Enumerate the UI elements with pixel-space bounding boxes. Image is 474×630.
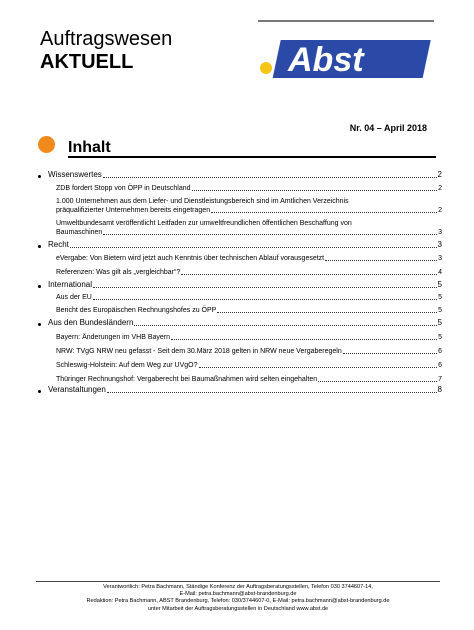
dot-leader xyxy=(70,247,437,248)
page-number: 8 xyxy=(437,385,442,394)
dot-leader xyxy=(199,367,438,368)
toc-section[interactable] xyxy=(48,170,442,180)
dot-leader xyxy=(93,287,437,288)
page-number: 5 xyxy=(437,280,442,289)
dot-leader xyxy=(343,353,437,354)
bullet-icon xyxy=(38,245,41,248)
bullet-icon xyxy=(38,285,41,288)
dot-leader xyxy=(217,312,437,313)
dot-leader xyxy=(318,381,437,382)
page-number: 5 xyxy=(438,294,442,301)
toc-entry-line: Umweltbundesamt veröffentlicht Leitfaden zur umweltfreundlichen öffentlichen Beschaffung von xyxy=(56,220,352,227)
toc-entry-label: präqualifizierter Unternehmen bereits eingetragen xyxy=(56,207,211,214)
dot-leader xyxy=(192,190,438,191)
toc-entry-label: ZDB fordert Stopp von ÖPP in Deutschland xyxy=(56,185,191,192)
toc-entry-label: Aus der EU xyxy=(56,294,92,301)
toc-entry-line: 1.000 Unternehmen aus dem Liefer- und Dienstleistungsbereich sind im Amtlichen Verzeichnis xyxy=(56,198,349,205)
footer xyxy=(36,584,440,613)
dot-leader xyxy=(103,234,437,235)
page-number: 2 xyxy=(438,207,442,214)
toc-entry-label: eVergabe: Von Bietern wird jetzt auch Kenntnis über technischen Ablauf vorausgesetzt xyxy=(56,255,325,262)
toc-entry-label: Schleswig-Holstein: Auf dem Weg zur UVgO? xyxy=(56,362,198,369)
dot-leader xyxy=(134,325,436,326)
toc-section[interactable] xyxy=(48,318,442,328)
dot-leader xyxy=(171,339,437,340)
page-number: 3 xyxy=(438,255,442,262)
toc-entry[interactable] xyxy=(56,206,442,215)
toc-entry[interactable] xyxy=(56,306,442,315)
toc-entry-label: Bericht des Europäischen Rechnungshofes zu ÖPP xyxy=(56,307,217,314)
toc-section[interactable] xyxy=(48,280,442,290)
toc-section-label: Veranstaltungen xyxy=(48,385,106,394)
toc-section-label: Aus den Bundesländern xyxy=(48,318,134,327)
dot-leader xyxy=(93,299,437,300)
toc-entry-label: Referenzen: Was gilt als „vergleichbar“? xyxy=(56,269,181,276)
toc-entry-label: Baumaschinen xyxy=(56,229,103,236)
toc-heading: Inhalt xyxy=(68,139,111,156)
dot-leader xyxy=(103,177,437,178)
page-number: 6 xyxy=(438,348,442,355)
page-number: 7 xyxy=(438,376,442,383)
dot-leader xyxy=(107,392,437,393)
toc-entry[interactable] xyxy=(56,268,442,277)
bullet-icon xyxy=(38,323,41,326)
page-number: 2 xyxy=(438,185,442,192)
logo-text: Abst xyxy=(288,41,364,79)
page-number: 3 xyxy=(438,229,442,236)
page-number: 3 xyxy=(437,240,442,249)
toc-entry-label: Bayern: Änderungen im VHB Bayern xyxy=(56,334,171,341)
toc-entry[interactable] xyxy=(56,333,442,342)
page-number: 4 xyxy=(438,269,442,276)
toc-entry[interactable] xyxy=(56,254,442,263)
footer-line: Verantwortlich: Petra Bachmann, Ständige Konferenz der Auftragsberatungsstellen, Telefon 030 3744607-14, xyxy=(103,584,373,590)
page-number: 2 xyxy=(437,170,442,179)
toc-section[interactable] xyxy=(48,240,442,250)
dot-leader xyxy=(181,274,437,275)
toc-entry[interactable] xyxy=(56,361,442,370)
toc-entry[interactable] xyxy=(56,184,442,193)
newsletter-title: Auftragswesen xyxy=(40,28,173,50)
toc-entry[interactable] xyxy=(56,228,442,237)
page-number: 5 xyxy=(438,334,442,341)
page-number: 5 xyxy=(438,307,442,314)
issue-number: Nr. 04 – April 2018 xyxy=(349,123,427,133)
toc-section-label: Recht xyxy=(48,240,69,249)
toc-entry[interactable] xyxy=(56,347,442,356)
newsletter-subtitle: AKTUELL xyxy=(40,51,134,73)
dot-leader xyxy=(325,260,437,261)
toc-section[interactable] xyxy=(48,385,442,395)
toc-entry[interactable] xyxy=(56,293,442,302)
page-number: 6 xyxy=(438,362,442,369)
page-number: 5 xyxy=(437,318,442,327)
toc-section-label: International xyxy=(48,280,93,289)
toc-entry-label: Thüringer Rechnungshof: Vergaberecht bei Baumaßnahmen wird selten eingehalten xyxy=(56,376,318,383)
footer-line: unter Mitarbeit der Auftragsberatungsstellen in Deutschland www.abst.de xyxy=(147,605,329,612)
footer-line: Redaktion: Petra Bachmann, ABST Brandenburg, Telefon: 030/3744607-0, E-Mail: petra.bachmann@abst-brandenburg.de xyxy=(86,598,390,605)
footer-rule xyxy=(36,581,440,582)
bullet-icon xyxy=(38,390,41,393)
dot-leader xyxy=(211,212,437,213)
toc-section-label: Wissenswertes xyxy=(48,170,102,179)
toc-entry-label: NRW: TVgG NRW neu gefasst - Seit dem 30.März 2018 gelten in NRW neue Vergaberegeln xyxy=(56,348,342,355)
bullet-icon xyxy=(38,175,41,178)
toc-entry[interactable] xyxy=(56,375,442,384)
footer-line: E-Mail: petra.bachmann@abst-brandenburg.de xyxy=(179,591,297,598)
